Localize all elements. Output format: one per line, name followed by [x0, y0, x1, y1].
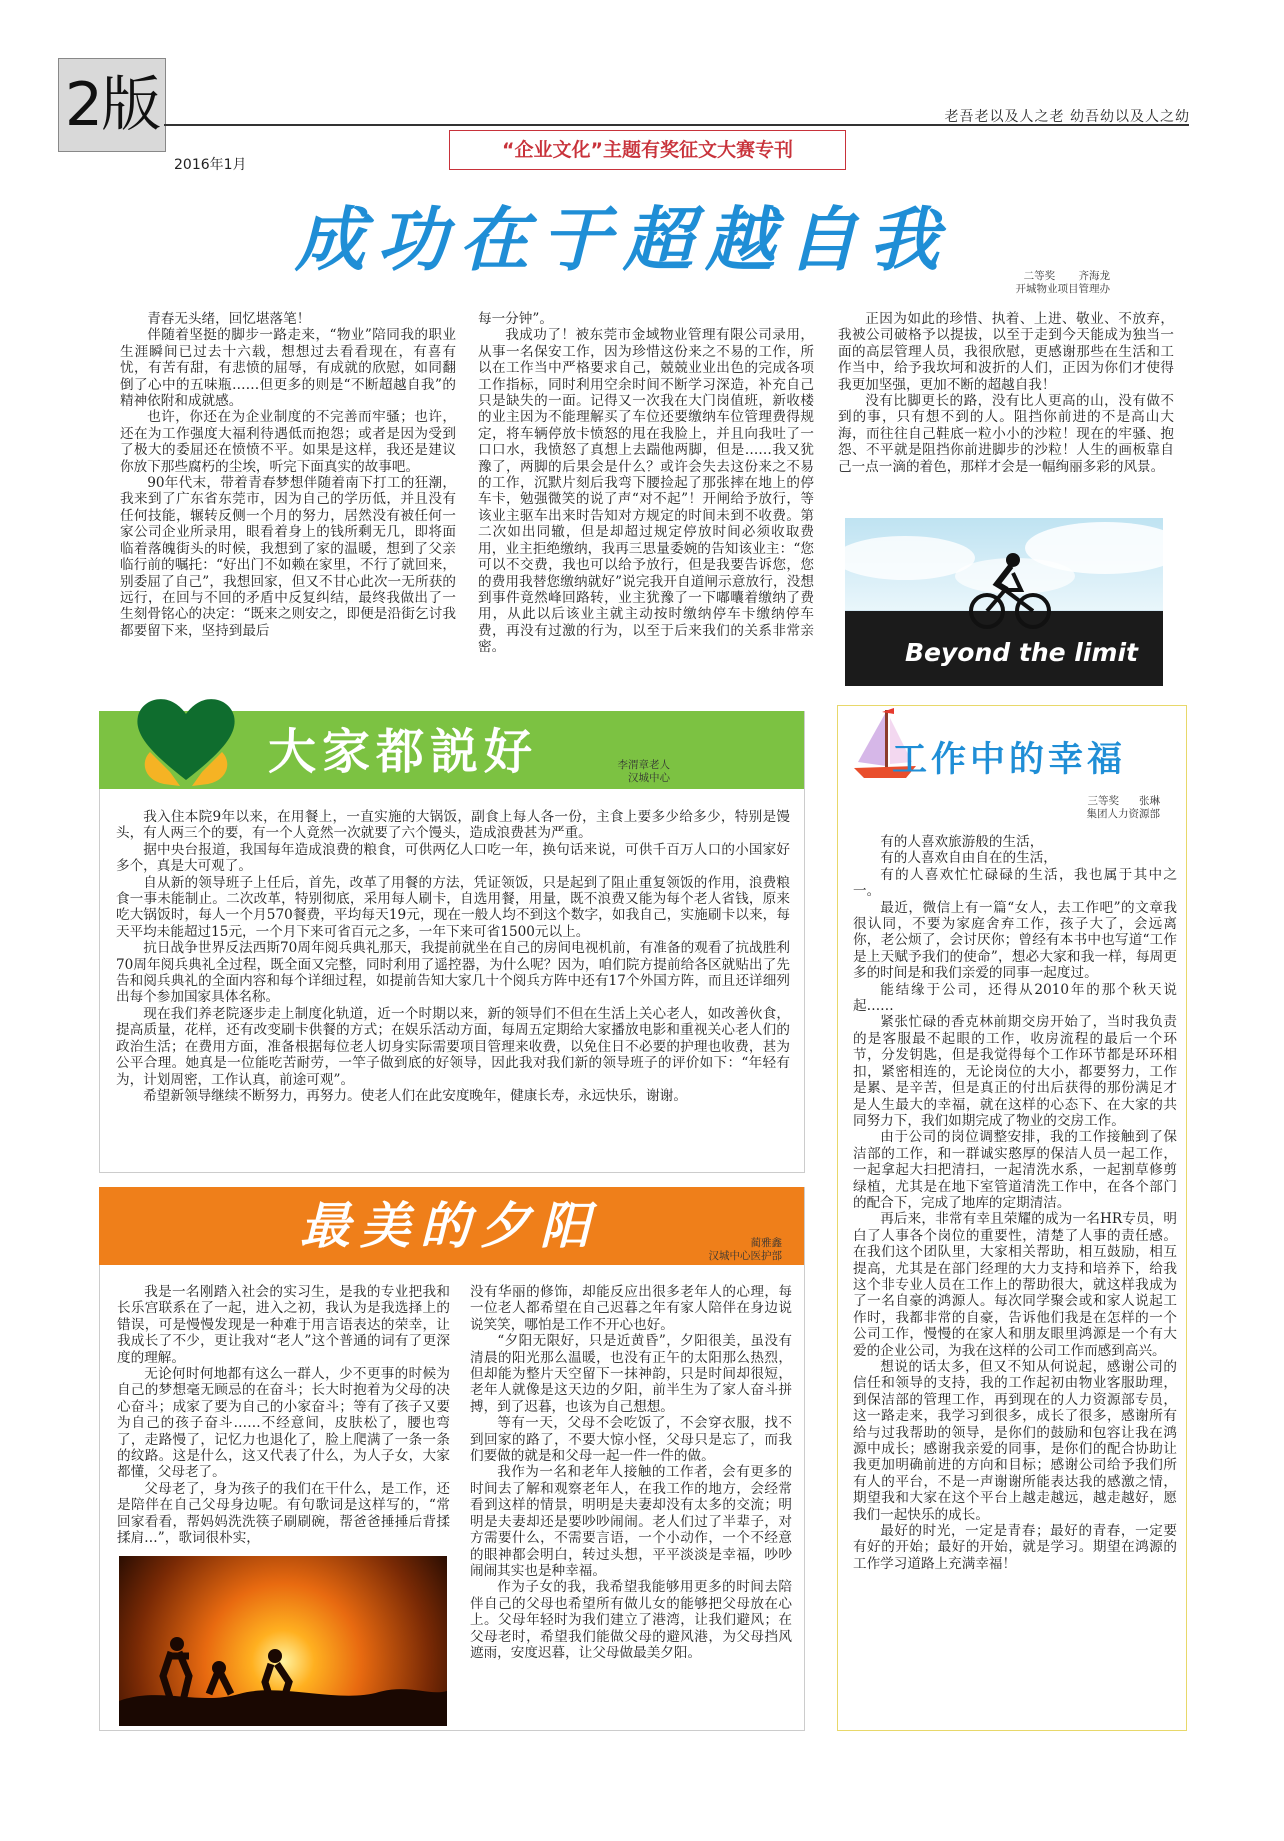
- article1-col2-p: 每一分钟”。: [478, 311, 553, 327]
- article1-col1-p: 90年代末，带着青春梦想伴随着南下打工的狂潮，我来到了广东省东莞市，因为自己的学历低，并且没有任何技能，辗转反侧一个月的努力，居然没有被任何一家公司企业所录用，眼看着身上的钱所剩无几，即将面临着落魄街头的时候，我想到了家的温暖，想到了父亲临行前的嘱托：“好出门不如赖在家里，不行了就回来，别委屈了自己”，我想回家，但又不甘心此次一无所获的远行，在回与不回的矛盾中反复纠结，最终我做出了一生刻骨铭心的决定：“既来之则安之，即便是沿街乞讨我都要留下来，坚持到最后: [120, 475, 456, 639]
- article1-col1-p: 青春无头绪，回忆堪落笔！: [147, 311, 311, 327]
- article4-dept: 集团人力资源部: [1086, 808, 1160, 820]
- article2-p: 据中央台报道，我国每年造成浪费的粮食，可供两亿人口吃一年，换句话来说，可供千百万人口的小国家好多个，真是大可观了。: [116, 841, 790, 875]
- heart-hands-icon: [130, 692, 242, 792]
- article3-title: 最美的夕阳: [300, 1197, 600, 1255]
- article3-col2: [470, 1284, 792, 1661]
- page-label-box: [58, 58, 166, 152]
- article4-p: 有的人喜欢忙忙碌碌的生活，我也属于其中之一。: [853, 866, 1177, 900]
- article4-p: 最好的时光，一定是青春；最好的青春，一定要有好的开始；最好的开始，就是学习。期望在鸿源的工作学习道路上充满幸福！: [853, 1523, 1177, 1572]
- article4-p: 想说的话太多，但又不知从何说起，感谢公司的信任和领导的支持，我的工作起初由物业客服助理，到保洁部的管理工作，再到现在的人力资源部专员，这一路走来，我学习到很多，成长了很多，感谢所有给与过我帮助的领导，是你们的鼓励和包容让我在鸿源中成长；感谢我亲爱的同事，是你们的配合协助让我更加明确前进的方向和目标；感谢公司给予我们所有人的平台，不是一声谢谢所能表达我的感激之情，期望我和大家在这个平台上越走越远，越走越好，愿我们一起快乐的成长。: [853, 1359, 1177, 1523]
- article4-p: 紧张忙碌的香克林前期交房开始了，当时我负责的是客服最不起眼的工作，收房流程的最后一个环节，分发钥匙，但是我觉得每个工作环节都是环环相扣，紧密相连的，无论岗位的大小，都要努力，工作是累、是辛苦，但是真正的付出后获得的那份满足才是人生最大的幸福，就在这样的心态下、在大家的共同努力下，我们如期完成了物业的交房工作。: [853, 1014, 1177, 1129]
- article3-col1-p: 父母老了，身为孩子的我们在干什么，是工作，还是陪伴在自己父母身边呢。有句歌词是这样写的，“常回家看看，帮妈妈洗洗筷子刷刷碗，帮爸爸捶捶后背揉揉肩…”，歌词很朴实，: [117, 1480, 450, 1547]
- article4-title: 工作中的幸福: [892, 740, 1127, 780]
- article2-p: 现在我们养老院逐步走上制度化轨道，近一个时期以来，新的领导们不但在生活上关心老人，如改善伙食，提高质量，花样，还有改变刷卡供餐的方式；在娱乐活动方面，每周五定期给大家播放电影和重视关心老人们的政治生活；在费用方面，准备根据每位老人切身实际需要项目管理来收费，以免住日不必要的护理也收费，甚为公平合理。她真是一位能吃苦耐劳，一竿子做到底的好领导，因此我对我们新的领导班子的评价如下：“年轻有为，计划周密，工作认真，前途可观”。: [116, 1005, 790, 1088]
- article3-col2-p: 没有华丽的修饰，却能反应出很多老年人的心理，每一位老人都希望在自己迟暮之年有家人陪伴在身边说说笑笑，哪怕是工作不开心也好。: [470, 1284, 792, 1333]
- article2-p: 希望新领导继续不断努力，再努力。使老人们在此安度晚年，健康长寿，永远快乐，谢谢。: [143, 1087, 687, 1104]
- motto: 老吾老以及人之老 幼吾幼以及人之幼: [944, 109, 1190, 125]
- article2-p: 我入住本院9年以来，在用餐上，一直实施的大锅饭，副食上每人各一份，主食上要多少给多少，特别是馒头，有人两三个的要，有一个人竟然一次就要了六个馒头，造成浪费甚为严重。: [116, 809, 790, 842]
- article3-author: 蔺雅鑫: [750, 1237, 782, 1249]
- article3-col2-p: 作为子女的我，我希望我能够用更多的时间去陪伴自己的父母也希望所有做儿女的能够把父母放在心上。父母年轻时为我们建立了港湾，让我们避风；在父母老时，希望我们能做父母的避风港，为父母挡风遮雨，安度迟暮，让父母做最美夕阳。: [470, 1579, 792, 1661]
- article1-col2: [478, 311, 814, 656]
- article2-p: 抗日战争世界反法西斯70周年阅兵典礼那天，我提前就坐在自己的房间电视机前，有准备的观看了抗战胜利70周年阅兵典礼全过程，既全面又完整，同时利用了遥控器，为什么呢？因为，咱们院方提前给各区就贴出了先告和阅兵典礼的全面内容和每个详细过程，如提前告知大家几十个阅兵方阵中还有17个外国方阵，而且还详细列出每个参加国家具体名称。: [116, 940, 790, 1006]
- article1-col1: [120, 311, 456, 639]
- article1-author: 齐海龙: [1078, 270, 1110, 282]
- article1-col3: [838, 311, 1174, 475]
- article4-award: 三等奖: [1087, 795, 1119, 807]
- article3-col2-p: 我作为一名和老年人接触的工作者，会有更多的时间去了解和观察老年人，在我工作的地方，会经常看到这样的情景，明明是夫妻却没有太多的交流；明明是夫妻却还是要吵吵闹闹。老人们过了半辈子，对方需要什么，不需要言语，一个小动作，一个不经意的眼神都会明白，转过头想，平平淡淡是幸福，吵吵闹闹其实也是种幸福。: [470, 1464, 792, 1579]
- article4-author: 张琳: [1139, 795, 1160, 807]
- sunset-image: [119, 1556, 447, 1726]
- article3-col2-p: “夕阳无限好，只是近黄昏”，夕阳很美，虽没有清晨的阳光那么温暖，也没有正午的太阳那么热烈，但却能为整片天空留下一抹神韵，只是时间却很短，老年人就像是这天边的夕阳，前半生为了家人奋斗拼搏，到了迟暮，也该为自己想想。: [470, 1333, 792, 1415]
- beyond-limit-caption: Beyond the limit: [905, 638, 1138, 667]
- article3-byline: [660, 1237, 782, 1263]
- article3-col1-p: 我是一名刚踏入社会的实习生，是我的专业把我和长乐宫联系在了一起，进入之初，我认为是我选择上的错误，可是慢慢发现是一种难于用言语表达的荣幸，让我成长了不少，更让我对“老人”这个普通的词有了更深度的理解。: [117, 1284, 450, 1366]
- article1-award: 二等奖: [1023, 270, 1056, 282]
- article4-p: 有的人喜欢自由自在的生活，: [880, 850, 1057, 867]
- article1-col3-p: 正因为如此的珍惜、执着、上进、敬业、不放弃，我被公司破格予以提拔，以至于走到今天能成为独当一面的高层管理人员，我很欣慰，更感谢那些在生活和工作当中，给予我坎坷和波折的人们，正因为你们才使得我更加坚强，更加不断的超越自我！: [838, 311, 1174, 393]
- article2-byline: [560, 759, 670, 785]
- article1-col2-p: 我成功了！被东莞市金域物业管理有限公司录用，从事一名保安工作，因为珍惜这份来之不易的工作，所以在工作当中严格要求自己，兢兢业业出色的完成各项工作指标，同时利用空余时间不断学习深造，补充自己只是缺失的一面。记得又一次我在大门岗值班，新收楼的业主因为不能理解买了车位还要缴纳车位管理费得规定，将车辆停放卡愤怒的甩在我脸上，并且向我吐了一口口水，我愤怒了真想上去踹他两脚，但是……我又犹豫了，两脚的后果会是什么？或许会失去这份来之不易的工作，沉默片刻后我弯下腰捡起了那张摔在地上的停车卡，勉强微笑的说了声“对不起”！开闸给予放行，等该业主驱车出来时告知对方规定的时间未到不收费。第二次如出同辙，但是却超过规定停放时间必须收取费用，业主拒绝缴纳，我再三思量委婉的告知该业主：“您可以不交费，我也可以给予放行，但是我要告诉您，您的费用我替您缴纳就好”说完我开自道闸示意放行，没想到事件竟然峰回路转，业主犹豫了一下嘟囔着缴纳了费用，从此以后该业主就主动按时缴纳停车卡缴纳停车费，再没有过激的行为，以至于后来我们的关系非常亲密。: [478, 327, 814, 656]
- article2-author: 李渭章老人: [617, 759, 670, 771]
- article2-p: 自从新的领导班子上任后，首先，改革了用餐的方法，凭证领饭，只是起到了阻止重复领饭的作用，浪费粮食一事未能制止。二次改革，特别彻底，采用每人刷卡，自选用餐，用量，既不浪费又能为每个老人省钱，原来吃大锅饭时，每人一个月570餐费，平均每天19元，现在一般人均不到这个数字，如我自己，实施刷卡以来，每天平均未能超过15元，一个月下来可省百元之多，一年下来可省1500元以上。: [116, 874, 790, 940]
- article2-dept: 汉城中心: [628, 772, 670, 784]
- article4-p: 有的人喜欢旅游般的生活，: [880, 834, 1044, 850]
- sunset-silhouette: [119, 1556, 447, 1726]
- article2-body: [116, 809, 790, 1104]
- article3-dept: 汉城中心医护部: [708, 1250, 782, 1262]
- article2-title: 大家都説好: [268, 724, 539, 780]
- article4-p: 由于公司的岗位调整安排，我的工作接触到了保洁部的工作，和一群诚实憨厚的保洁人员一起工作，一起拿起大扫把清扫，一起清洗水系，一起割草修剪绿植，尤其是在地下室管道清洗工作中，在各个部门的配合下，完成了地库的定期清洁。: [853, 1129, 1177, 1211]
- article4-body: [853, 834, 1177, 1572]
- article4-p: 再后来，非常有幸且荣耀的成为一名HR专员，明白了人事各个岗位的重要性，清楚了人事的责任感。在我们这个团队里，大家相关帮助，相互鼓励，相互提高，尤其是在部门经理的大力支持和培养下，给我这个非专业人员在工作上的帮助很大，就这样我成为了一名自豪的鸿源人。每次同学聚会或和家人说起工作时，我都非常的自豪，告诉他们我是在怎样的一个公司工作，慢慢的在家人和朋友眼里鸿源是一个有大爱的企业公司，为我在这样的公司工作而感到高兴。: [853, 1211, 1177, 1359]
- article3-col2-p: 等有一天，父母不会吃饭了，不会穿衣服，找不到回家的路了，不要大惊小怪，父母只是忘了，而我们要做的就是和父母一起一件一件的做。: [470, 1415, 792, 1465]
- article3-col1: [117, 1284, 450, 1547]
- article4-p: 最近，微信上有一篇“女人，去工作吧”的文章我很认同，不要为家庭舍弃工作，孩子大了，会远离你，老公烦了，会讨厌你；曾经有本书中也写道“工作是上天赋予我们的使命”，想必大家和我一样，每周更多的时间是和我们亲爱的同事一起度过。: [853, 899, 1177, 982]
- article1-col1-p: 也许，你还在为企业制度的不完善而牢骚；也许，还在为工作强度大福利待遇低而抱怨；或者是因为受到了极大的委屈还在愤愤不平。如果是这样，我还是建议你放下那些腐朽的尘埃，听完下面真实的故事吧。: [120, 409, 456, 475]
- article1-col3-p: 没有比脚更长的路，没有比人更高的山，没有做不到的事，只有想不到的人。阻挡你前进的不是高山大海，而往往自己鞋底一粒小小的沙粒！现在的牢骚、抱怨、不平就是阻挡你前进脚步的沙粒！人生的画板靠自己一点一滴的着色，那样才会是一幅绚丽多彩的风景。: [838, 393, 1174, 475]
- beyond-limit-image: [845, 518, 1163, 686]
- banner-text: “企业文化”主题有奖征文大赛专刊: [502, 139, 793, 161]
- article1-title: 成功在于超越自我: [295, 199, 951, 281]
- page-label: 2版: [64, 70, 160, 140]
- article1-col1-p: 伴随着坚挺的脚步一路走来，“物业”陪同我的职业生涯瞬间已过去十六载，想想过去看看现在，有喜有忧，有苦有甜，有悲愤的屈辱，有成就的欣慰，如同翻倒了心中的五味瓶……但更多的则是“不断超越自我”的精神依附和成就感。: [120, 327, 456, 410]
- article1-byline: [940, 270, 1110, 296]
- article4-byline: [1040, 795, 1160, 821]
- banner: [449, 130, 846, 170]
- article4-p: 能结缘于公司，还得从2010年的那个秋天说起……: [853, 981, 1177, 1015]
- article1-dept: 开城物业项目管理办: [1015, 283, 1110, 295]
- article3-col1-p: 无论何时何地都有这么一群人，少不更事的时候为自己的梦想毫无顾忌的在奋斗；长大时抱着为父母的决心奋斗；成家了要为自己的小家奋斗；等有了孩子又要为自己的孩子奋斗……不经意间，皮肤松了，腰也弯了，走路慢了，记忆力也退化了，脸上爬满了一条一条的纹路。这是什么，这又代表了什么，为人子女，大家都懂，父母老了。: [117, 1366, 450, 1481]
- issue-date: 2016年1月: [174, 157, 247, 173]
